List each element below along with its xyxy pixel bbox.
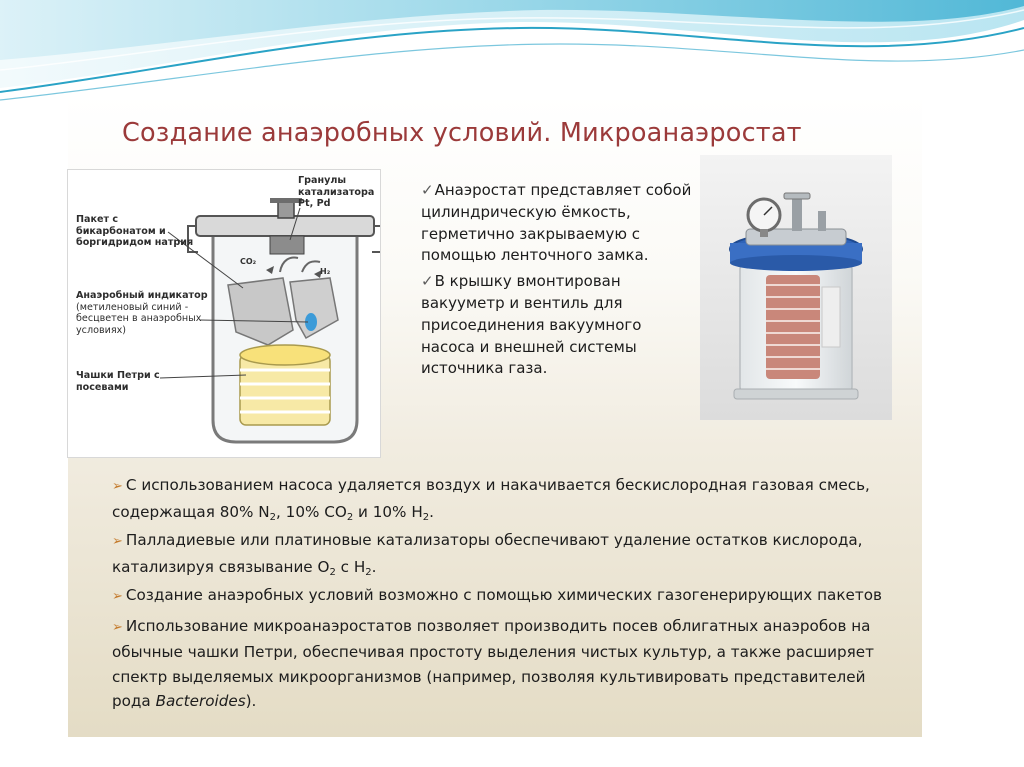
arrow-bullet-icon: ➢	[112, 589, 123, 604]
anaerostat-diagram	[68, 170, 380, 457]
check-icon: ✓	[421, 272, 434, 291]
bullet-1-h2-subscript: 2	[422, 511, 430, 523]
side-paragraph-2-text: В крышку вмонтирован вакууметр и вентиль для присоединения вакуумного насоса и внешней системы источника газа.	[421, 272, 642, 378]
diagram-label-granules: Гранулы катализатора Pt, Pd	[298, 175, 375, 209]
bullet-2-h2-subscript: 2	[365, 566, 372, 578]
indicator-description: (метиленовый синий - бесцветен в анаэробных условиях)	[76, 301, 202, 336]
bullet-item-4	[112, 614, 892, 714]
bullet-2-text: Палладиевые или платиновые катализаторы обеспечивают удаление остатков кислорода, катализируя связывание O	[112, 531, 863, 576]
bullet-item-2	[112, 528, 892, 579]
bullet-list	[112, 473, 892, 718]
bullet-4-text: Использование микроанаэростатов позволяет производить посев облигатных анаэробов на обычные чашки Петри, обеспечивая простоту выделения чистых культур, а также расширяет спектр выделяемых микроорганизмов (например, позволяя культивировать представителей рода	[112, 616, 874, 710]
bullet-1-and: и 10% H	[353, 502, 423, 521]
bullet-4-genus: Bacteroides	[155, 692, 246, 710]
gas-label-h2: H₂	[320, 267, 331, 276]
arrow-bullet-icon: ➢	[112, 534, 123, 549]
side-paragraph-1	[421, 180, 696, 267]
arrow-bullet-icon: ➢	[112, 619, 123, 635]
arrow-bullet-icon: ➢	[112, 479, 123, 494]
anaerostat-photo	[700, 155, 892, 420]
gas-label-co2: CO₂	[240, 257, 257, 266]
photo-petri-stack	[766, 275, 820, 379]
bullet-1-end: .	[429, 502, 434, 521]
diagram-label-petri: Чашки Петри с посевами	[76, 370, 160, 393]
diagram-label-packet: Пакет с бикарбонатом и боргидридом натрия	[76, 214, 194, 248]
page-title: Создание анаэробных условий. Микроанаэростат	[122, 118, 802, 148]
bullet-item-1	[112, 473, 892, 524]
bullet-1-co2-subscript: 2	[346, 511, 354, 523]
diagram-label-indicator	[76, 290, 226, 336]
side-paragraph-2	[421, 271, 696, 380]
bullet-2-o2-subscript: 2	[329, 566, 336, 578]
bullet-3-text: Создание анаэробных условий возможно с помощью химических газогенерирующих пакетов	[125, 586, 882, 604]
anaerostat-photo-drawing	[700, 155, 892, 420]
bullet-1-text: С использованием насоса удаляется воздух и накачивается бескислородная газовая смесь, содержащая 80% N	[112, 476, 870, 521]
bullet-item-3	[112, 583, 892, 610]
side-paragraph-1-text: Анаэростат представляет собой цилиндрическую ёмкость, герметично закрываемую с помощью ленточного замка.	[421, 181, 692, 265]
check-icon: ✓	[421, 181, 434, 199]
side-text	[421, 180, 696, 384]
bullet-1-mid: , 10% CO	[276, 502, 347, 521]
indicator-title: Анаэробный индикатор	[76, 290, 208, 301]
petri-dish-stack	[240, 345, 330, 425]
bullet-2-mid: с H	[335, 557, 366, 576]
bullet-1-n2-subscript: 2	[269, 511, 277, 523]
bullet-2-end: .	[371, 557, 377, 576]
bullet-4-end: ).	[245, 692, 257, 710]
